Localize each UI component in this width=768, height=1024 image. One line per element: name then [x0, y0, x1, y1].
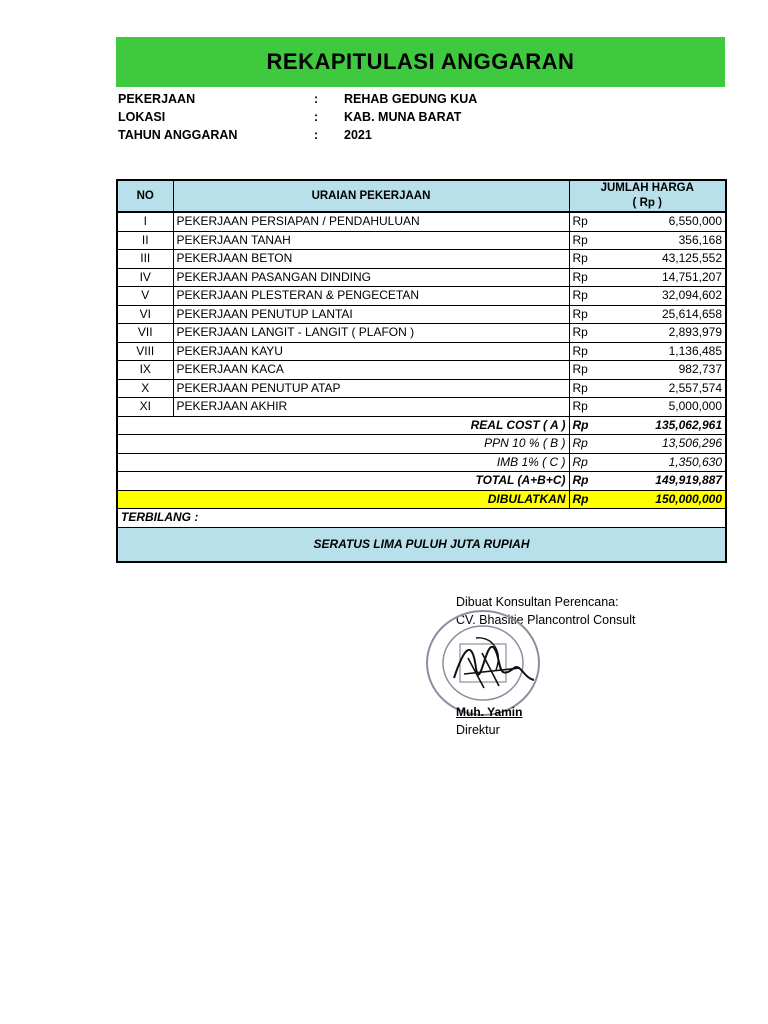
row-no: VIII — [117, 342, 173, 361]
row-description: PEKERJAAN PLESTERAN & PENGECETAN — [173, 287, 569, 306]
table-row — [117, 342, 726, 361]
row-currency: Rp — [569, 398, 621, 417]
header-no: NO — [117, 180, 173, 212]
summary-currency: Rp — [569, 453, 621, 472]
row-no: II — [117, 231, 173, 250]
table-row — [117, 305, 726, 324]
header-amount-line2: ( Rp ) — [632, 197, 662, 209]
summary-row — [117, 416, 726, 435]
meta-value: 2021 — [344, 128, 372, 142]
summary-amount: 150,000,000 — [621, 490, 726, 509]
meta-separator: : — [314, 110, 319, 124]
summary-row — [117, 490, 726, 509]
table-header-row — [117, 180, 726, 212]
row-currency: Rp — [569, 287, 621, 306]
row-amount: 32,094,602 — [621, 287, 726, 306]
summary-amount: 135,062,961 — [621, 416, 726, 435]
row-no: VII — [117, 324, 173, 343]
row-currency: Rp — [569, 324, 621, 343]
summary-row — [117, 472, 726, 491]
row-no: IX — [117, 361, 173, 380]
terbilang-label: TERBILANG : — [117, 509, 726, 528]
meta-label: TAHUN ANGGARAN — [118, 128, 238, 142]
page-title: REKAPITULASI ANGGARAN — [116, 37, 725, 87]
row-currency: Rp — [569, 250, 621, 269]
table-row — [117, 324, 726, 343]
meta-label: LOKASI — [118, 110, 166, 124]
row-description: PEKERJAAN PASANGAN DINDING — [173, 268, 569, 287]
row-description: PEKERJAAN BETON — [173, 250, 569, 269]
row-amount: 2,557,574 — [621, 379, 726, 398]
row-currency: Rp — [569, 342, 621, 361]
summary-label: PPN 10 % ( B ) — [117, 435, 569, 454]
row-no: VI — [117, 305, 173, 324]
summary-row — [117, 435, 726, 454]
terbilang-words-row — [117, 527, 726, 562]
terbilang-row — [117, 509, 726, 528]
row-amount: 6,550,000 — [621, 212, 726, 231]
summary-amount: 149,919,887 — [621, 472, 726, 491]
row-amount: 2,893,979 — [621, 324, 726, 343]
row-no: IV — [117, 268, 173, 287]
table-row — [117, 398, 726, 417]
row-currency: Rp — [569, 268, 621, 287]
row-no: X — [117, 379, 173, 398]
row-amount: 356,168 — [621, 231, 726, 250]
meta-value: REHAB GEDUNG KUA — [344, 92, 478, 106]
row-currency: Rp — [569, 212, 621, 231]
summary-amount: 13,506,296 — [621, 435, 726, 454]
row-currency: Rp — [569, 361, 621, 380]
signature-line2: CV. Bhasitie Plancontrol Consult — [456, 613, 636, 627]
summary-label: TOTAL (A+B+C) — [117, 472, 569, 491]
table-row — [117, 212, 726, 231]
table-row — [117, 250, 726, 269]
signer-role: Direktur — [456, 723, 500, 737]
terbilang-text: SERATUS LIMA PULUH JUTA RUPIAH — [117, 527, 726, 562]
row-amount: 25,614,658 — [621, 305, 726, 324]
table-row — [117, 361, 726, 380]
summary-currency: Rp — [569, 472, 621, 491]
row-description: PEKERJAAN PENUTUP LANTAI — [173, 305, 569, 324]
meta-value: KAB. MUNA BARAT — [344, 110, 462, 124]
signer-name: Muh. Yamin — [456, 705, 523, 719]
header-desc: URAIAN PEKERJAAN — [173, 180, 569, 212]
meta-separator: : — [314, 92, 319, 106]
table-row — [117, 231, 726, 250]
summary-label: IMB 1% ( C ) — [117, 453, 569, 472]
row-description: PEKERJAAN PERSIAPAN / PENDAHULUAN — [173, 212, 569, 231]
row-description: PEKERJAAN KACA — [173, 361, 569, 380]
summary-amount: 1,350,630 — [621, 453, 726, 472]
header-amount — [569, 180, 726, 212]
table-row — [117, 379, 726, 398]
header-amount-line1: JUMLAH HARGA — [600, 182, 694, 194]
row-no: V — [117, 287, 173, 306]
row-description: PEKERJAAN AKHIR — [173, 398, 569, 417]
row-description: PEKERJAAN KAYU — [173, 342, 569, 361]
row-amount: 1,136,485 — [621, 342, 726, 361]
row-amount: 43,125,552 — [621, 250, 726, 269]
row-currency: Rp — [569, 305, 621, 324]
summary-currency: Rp — [569, 435, 621, 454]
row-amount: 5,000,000 — [621, 398, 726, 417]
row-currency: Rp — [569, 231, 621, 250]
row-no: III — [117, 250, 173, 269]
row-description: PEKERJAAN TANAH — [173, 231, 569, 250]
row-currency: Rp — [569, 379, 621, 398]
meta-separator: : — [314, 128, 319, 142]
row-amount: 14,751,207 — [621, 268, 726, 287]
budget-table — [116, 179, 727, 563]
row-no: I — [117, 212, 173, 231]
summary-currency: Rp — [569, 490, 621, 509]
signature-line1: Dibuat Konsultan Perencana: — [456, 595, 619, 609]
summary-label: DIBULATKAN — [117, 490, 569, 509]
row-description: PEKERJAAN LANGIT - LANGIT ( PLAFON ) — [173, 324, 569, 343]
summary-row — [117, 453, 726, 472]
meta-label: PEKERJAAN — [118, 92, 196, 106]
summary-currency: Rp — [569, 416, 621, 435]
company-stamp — [424, 608, 542, 718]
row-no: XI — [117, 398, 173, 417]
row-description: PEKERJAAN PENUTUP ATAP — [173, 379, 569, 398]
table-row — [117, 287, 726, 306]
summary-label: REAL COST ( A ) — [117, 416, 569, 435]
table-row — [117, 268, 726, 287]
row-amount: 982,737 — [621, 361, 726, 380]
